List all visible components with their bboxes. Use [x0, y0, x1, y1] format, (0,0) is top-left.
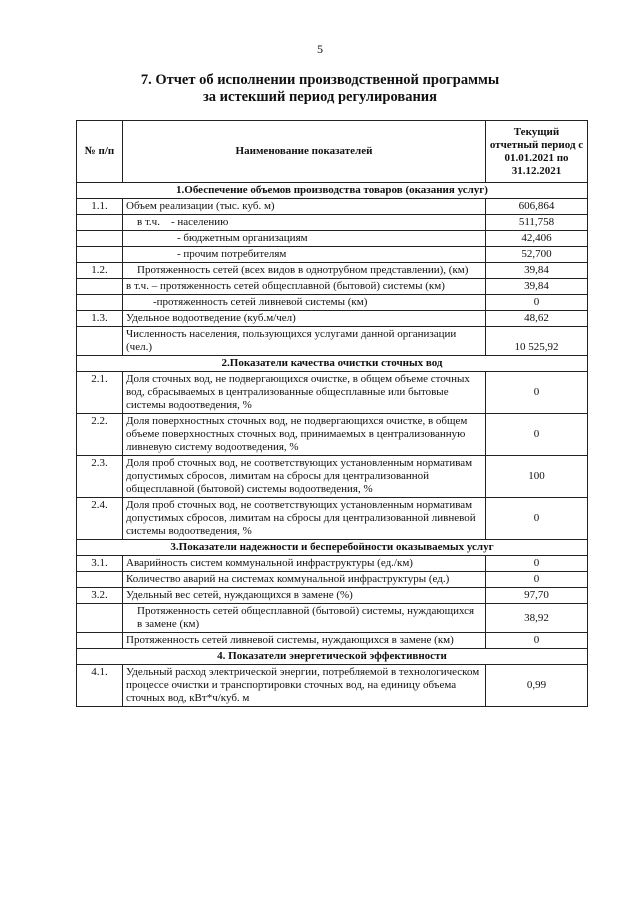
- row-value: 42,406: [486, 231, 588, 247]
- row-number: [77, 633, 123, 649]
- row-number: 4.1.: [77, 665, 123, 707]
- row-number: 1.3.: [77, 311, 123, 327]
- row-number: 3.1.: [77, 556, 123, 572]
- table-row: [77, 231, 588, 247]
- section-title: 1.Обеспечение объемов производства товаров (оказания услуг): [77, 183, 588, 199]
- row-name: Протяженность сетей ливневой системы, нуждающихся в замене (км): [123, 633, 486, 649]
- table-row: [77, 556, 588, 572]
- table-row: [77, 372, 588, 414]
- section-title: 4. Показатели энергетической эффективности: [77, 649, 588, 665]
- row-value: 10 525,92: [486, 327, 588, 356]
- row-value: 0: [486, 372, 588, 414]
- row-number: 1.2.: [77, 263, 123, 279]
- section-title: 3.Показатели надежности и бесперебойности оказываемых услуг: [77, 540, 588, 556]
- table-row: [77, 311, 588, 327]
- table-header-row: [77, 121, 588, 183]
- row-value: 52,700: [486, 247, 588, 263]
- row-name: в т.ч. – протяженность сетей общесплавной (бытовой) системы (км): [123, 279, 486, 295]
- row-value: 0: [486, 556, 588, 572]
- table-row: [77, 498, 588, 540]
- table-row: [77, 263, 588, 279]
- row-number: 3.2.: [77, 588, 123, 604]
- row-value: 0: [486, 572, 588, 588]
- row-name: Аварийность систем коммунальной инфраструктуры (ед./км): [123, 556, 486, 572]
- row-value: 48,62: [486, 311, 588, 327]
- section-title: 2.Показатели качества очистки сточных вод: [77, 356, 588, 372]
- section-row: [77, 540, 588, 556]
- row-value: 0: [486, 498, 588, 540]
- report-table: [76, 120, 588, 707]
- row-name: Доля проб сточных вод, не соответствующих установленным нормативам допустимых сбросов, лимитам на сбросы для централизованной ливневой системы водоотведения, %: [123, 498, 486, 540]
- row-name: Объем реализации (тыс. куб. м): [123, 199, 486, 215]
- section-row: [77, 183, 588, 199]
- row-value: 100: [486, 456, 588, 498]
- row-value: 0,99: [486, 665, 588, 707]
- row-value: 39,84: [486, 279, 588, 295]
- row-value: 39,84: [486, 263, 588, 279]
- row-name: Количество аварий на системах коммунальной инфраструктуры (ед.): [123, 572, 486, 588]
- title-line-1: 7. Отчет об исполнении производственной программы: [140, 72, 500, 88]
- row-number: 2.3.: [77, 456, 123, 498]
- row-number: [77, 295, 123, 311]
- table-row: [77, 604, 588, 633]
- header-period: Текущий отчетный период с 01.01.2021 по 31.12.2021: [486, 121, 588, 183]
- table-row: [77, 456, 588, 498]
- row-value: 0: [486, 414, 588, 456]
- row-number: 2.2.: [77, 414, 123, 456]
- table-row: [77, 215, 588, 231]
- row-number: [77, 231, 123, 247]
- table-row: [77, 327, 588, 356]
- row-number: 2.4.: [77, 498, 123, 540]
- row-name: -протяженность сетей ливневой системы (км): [123, 295, 486, 311]
- row-number: 2.1.: [77, 372, 123, 414]
- section-row: [77, 356, 588, 372]
- row-name: Численность населения, пользующихся услугами данной организации (чел.): [123, 327, 486, 356]
- row-value: 0: [486, 633, 588, 649]
- row-number: [77, 604, 123, 633]
- row-name: - бюджетным организациям: [123, 231, 486, 247]
- table-row: [77, 295, 588, 311]
- table-row: [77, 665, 588, 707]
- row-name: Удельный расход электрической энергии, потребляемой в технологическом процессе очистки и транспортировки сточных вод, на единицу объема сточных вод, кВт*ч/куб. м: [123, 665, 486, 707]
- title-line-2: за истекший период регулирования: [202, 89, 438, 105]
- row-name: Удельное водоотведение (куб.м/чел): [123, 311, 486, 327]
- row-value: 606,864: [486, 199, 588, 215]
- row-number: [77, 247, 123, 263]
- header-name: Наименование показателей: [123, 121, 486, 183]
- row-name: Удельный вес сетей, нуждающихся в замене (%): [123, 588, 486, 604]
- table-row: [77, 572, 588, 588]
- row-value: 97,70: [486, 588, 588, 604]
- row-number: [77, 572, 123, 588]
- row-value: 0: [486, 295, 588, 311]
- table-row: [77, 199, 588, 215]
- header-num: № п/п: [77, 121, 123, 183]
- document-title: [0, 72, 640, 106]
- row-name: Доля поверхностных сточных вод, не подвергающихся очистке, в общем объеме поверхностных сточных вод, принимаемых в централизованную ливневую систему водоотведения, %: [123, 414, 486, 456]
- section-row: [77, 649, 588, 665]
- table-row: [77, 588, 588, 604]
- row-number: [77, 279, 123, 295]
- page-number: 5: [317, 42, 323, 56]
- table-row: [77, 414, 588, 456]
- row-name: - прочим потребителям: [123, 247, 486, 263]
- row-name: Доля сточных вод, не подвергающихся очистке, в общем объеме сточных вод, сбрасываемых в централизованные общесплавные или бытовые системы водоотведения, %: [123, 372, 486, 414]
- row-name: Протяженность сетей общесплавной (бытовой) системы, нуждающихся в замене (км): [123, 604, 486, 633]
- row-number: [77, 327, 123, 356]
- table-row: [77, 247, 588, 263]
- row-value: 511,758: [486, 215, 588, 231]
- row-number: 1.1.: [77, 199, 123, 215]
- row-name: Доля проб сточных вод, не соответствующих установленным нормативам допустимых сбросов, лимитам на сбросы для централизованной общесплавной (бытовой) системы водоотведения, %: [123, 456, 486, 498]
- row-name: Протяженность сетей (всех видов в однотрубном представлении), (км): [123, 263, 486, 279]
- row-value: 38,92: [486, 604, 588, 633]
- row-name: в т.ч. - населению: [123, 215, 486, 231]
- table-row: [77, 633, 588, 649]
- row-number: [77, 215, 123, 231]
- table-row: [77, 279, 588, 295]
